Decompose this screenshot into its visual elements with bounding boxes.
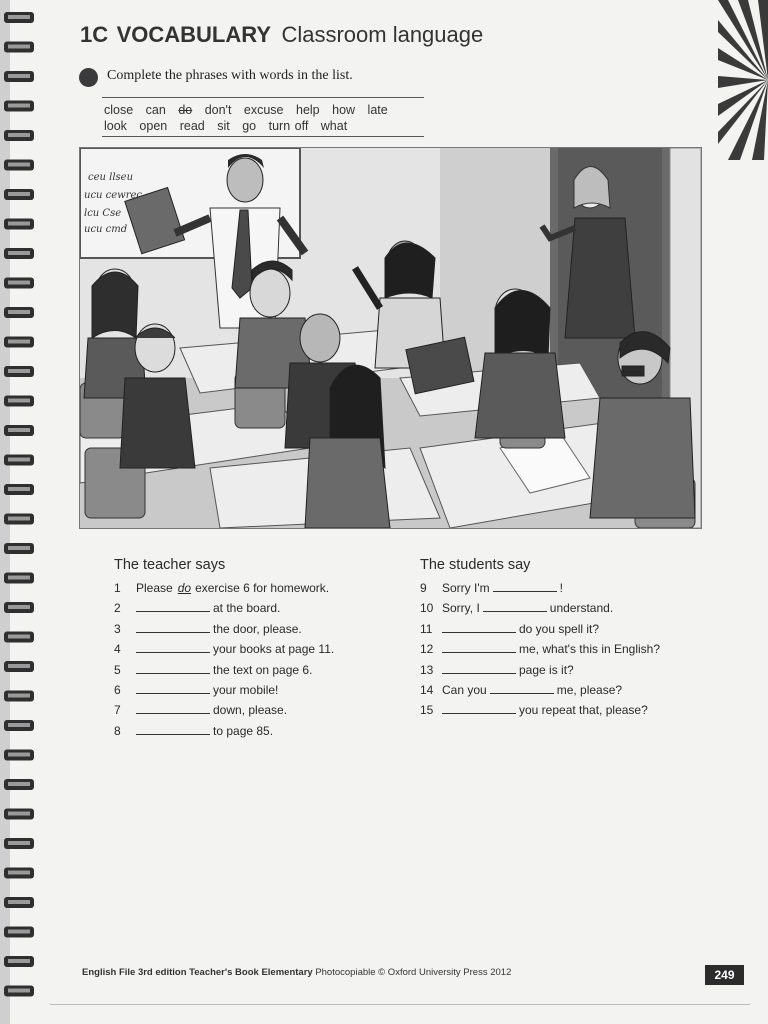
- item-number: 6: [114, 683, 121, 697]
- item-number: 15: [420, 703, 434, 718]
- item-number: 12: [420, 642, 434, 657]
- section-topic: Classroom language: [281, 22, 484, 47]
- classroom-illustration: [79, 147, 702, 529]
- item-number: 3: [114, 621, 121, 636]
- spiral-ring-highlight: [8, 222, 30, 226]
- word-item: sit: [217, 119, 230, 133]
- item-suffix: the door, please.: [213, 621, 302, 636]
- spiral-ring-highlight: [8, 841, 30, 845]
- page-footer: [82, 967, 511, 978]
- exercise-item: [114, 661, 312, 679]
- item-suffix: me, please?: [556, 683, 623, 697]
- spiral-ring-highlight: [8, 163, 30, 167]
- exercise-item: [114, 599, 280, 617]
- spiral-ring-highlight: [8, 281, 30, 285]
- item-prefix: Can you: [442, 683, 487, 697]
- exercise-item: [420, 620, 599, 638]
- word-item: look: [104, 119, 127, 133]
- item-number: 1: [114, 581, 121, 595]
- spiral-binding: [0, 0, 44, 1024]
- answer-blank[interactable]: [442, 661, 516, 674]
- section-category: VOCABULARY: [116, 22, 271, 47]
- decorative-rays: [718, 0, 768, 160]
- item-suffix: exercise 6 for homework.: [195, 581, 330, 595]
- bullet-icon: [79, 68, 98, 87]
- spiral-ring-highlight: [8, 871, 30, 875]
- spiral-ring-highlight: [8, 310, 30, 314]
- item-number: 10: [420, 601, 434, 616]
- item-suffix: !: [559, 581, 563, 595]
- spiral-ring-highlight: [8, 369, 30, 373]
- item-prefix: Sorry, I: [442, 601, 480, 616]
- spiral-ring-highlight: [8, 251, 30, 255]
- answer-blank[interactable]: [442, 701, 516, 714]
- item-suffix: at the board.: [213, 601, 281, 616]
- teacher-heading: The teacher says: [114, 557, 226, 573]
- item-suffix: your mobile!: [213, 683, 279, 697]
- board-text: ceu llseu: [88, 172, 134, 183]
- spiral-ring-highlight: [8, 458, 30, 462]
- spiral-ring-highlight: [8, 989, 30, 993]
- section-code: 1C: [80, 22, 109, 47]
- copyright-text: Photocopiable © Oxford University Press 2012: [315, 967, 512, 978]
- answer-blank[interactable]: [136, 661, 210, 674]
- word-item: don't: [204, 103, 232, 117]
- spiral-ring-highlight: [8, 340, 30, 344]
- answer-blank[interactable]: [136, 599, 210, 612]
- answer-blank[interactable]: [483, 599, 547, 612]
- students-heading: The students say: [420, 557, 531, 573]
- item-number: 14: [420, 683, 434, 697]
- word-list-box: [102, 97, 424, 137]
- exercise-item: [420, 640, 660, 658]
- spiral-ring-highlight: [8, 45, 30, 49]
- item-number: 13: [420, 662, 434, 677]
- exercise-item: [420, 579, 563, 597]
- item-number: 11: [420, 621, 433, 636]
- spiral-ring-highlight: [8, 192, 30, 196]
- item-suffix: down, please.: [213, 703, 288, 718]
- spiral-ring-highlight: [8, 694, 30, 698]
- classroom-drawing: [80, 148, 701, 528]
- exercise-item: [420, 701, 648, 719]
- item-number: 7: [114, 703, 121, 718]
- item-suffix: you repeat that, please?: [519, 703, 648, 718]
- item-number: 5: [114, 662, 121, 677]
- answer-blank[interactable]: [493, 579, 557, 592]
- item-number: 9: [420, 581, 427, 595]
- exercise-item: [114, 722, 273, 740]
- spiral-ring-highlight: [8, 664, 30, 668]
- item-suffix: your books at page 11.: [213, 642, 335, 657]
- spiral-ring-highlight: [8, 74, 30, 78]
- spiral-ring-highlight: [8, 487, 30, 491]
- exercise-item: [114, 579, 329, 597]
- word-item: late: [367, 103, 388, 117]
- spiral-ring-highlight: [8, 812, 30, 816]
- spiral-ring-highlight: [8, 576, 30, 580]
- instruction-text: Complete the phrases with words in the list.: [107, 68, 353, 83]
- answer-blank[interactable]: [136, 722, 210, 735]
- item-suffix: understand.: [549, 601, 614, 616]
- spiral-ring-highlight: [8, 104, 30, 108]
- word-item: can: [145, 103, 166, 117]
- answer-blank[interactable]: [442, 620, 516, 633]
- item-suffix: the text on page 6.: [213, 662, 313, 677]
- item-suffix: to page 85.: [213, 723, 274, 738]
- word-item: open: [139, 119, 168, 133]
- board-text: lcu Cse: [84, 208, 122, 219]
- word-item: what: [320, 119, 348, 133]
- answer-blank[interactable]: [442, 640, 516, 653]
- spiral-ring-highlight: [8, 635, 30, 639]
- item-number: 2: [114, 601, 121, 616]
- answer-blank[interactable]: [136, 640, 210, 653]
- exercise-item: [114, 620, 302, 638]
- answer-blank[interactable]: [136, 681, 210, 694]
- item-number: 8: [114, 723, 121, 738]
- spiral-ring-highlight: [8, 723, 30, 727]
- spiral-ring-highlight: [8, 900, 30, 904]
- answer-blank[interactable]: [136, 701, 210, 714]
- spiral-ring-highlight: [8, 782, 30, 786]
- book-title: English File 3rd edition Teacher's Book Elementary: [82, 967, 313, 978]
- spiral-ring-highlight: [8, 605, 30, 609]
- board-text: ucu cmd: [84, 224, 128, 235]
- word-item: read: [179, 119, 205, 133]
- item-number: 4: [114, 642, 121, 657]
- word-list-row-1: [104, 103, 396, 117]
- answer-blank[interactable]: [490, 681, 554, 694]
- page-edge-line: [50, 1004, 750, 1005]
- spiral-ring-highlight: [8, 930, 30, 934]
- word-item: help: [296, 103, 320, 117]
- item-prefix: Please: [136, 581, 173, 595]
- answer-blank[interactable]: [136, 620, 210, 633]
- page-number: 249: [705, 965, 744, 985]
- exercise-item: [114, 701, 287, 719]
- word-item-used: do: [178, 103, 193, 117]
- spiral-ring-highlight: [8, 959, 30, 963]
- exercise-item: [420, 681, 622, 699]
- word-list-row-2: [104, 119, 355, 133]
- spiral-ring-highlight: [8, 428, 30, 432]
- spiral-ring-highlight: [8, 15, 30, 19]
- word-item: excuse: [243, 103, 284, 117]
- item-suffix: me, what's this in English?: [519, 642, 661, 657]
- word-item: close: [104, 103, 134, 117]
- item-prefix: Sorry I'm: [442, 581, 490, 595]
- item-suffix: do you spell it?: [519, 621, 600, 636]
- word-item: go: [242, 119, 257, 133]
- exercise-item: [114, 681, 278, 699]
- exercise-item: [420, 599, 613, 617]
- spiral-ring-highlight: [8, 399, 30, 403]
- spiral-ring-highlight: [8, 517, 30, 521]
- item-suffix: page is it?: [519, 662, 574, 677]
- section-title: [80, 22, 483, 48]
- spiral-ring-highlight: [8, 546, 30, 550]
- spiral-ring-highlight: [8, 753, 30, 757]
- board-text: ucu cewrec: [84, 190, 143, 201]
- word-item: how: [332, 103, 356, 117]
- exercise-item: [114, 640, 334, 658]
- exercise-item: [420, 661, 574, 679]
- word-item: turn off: [268, 119, 309, 133]
- example-answer: do: [177, 581, 192, 595]
- spiral-ring-highlight: [8, 133, 30, 137]
